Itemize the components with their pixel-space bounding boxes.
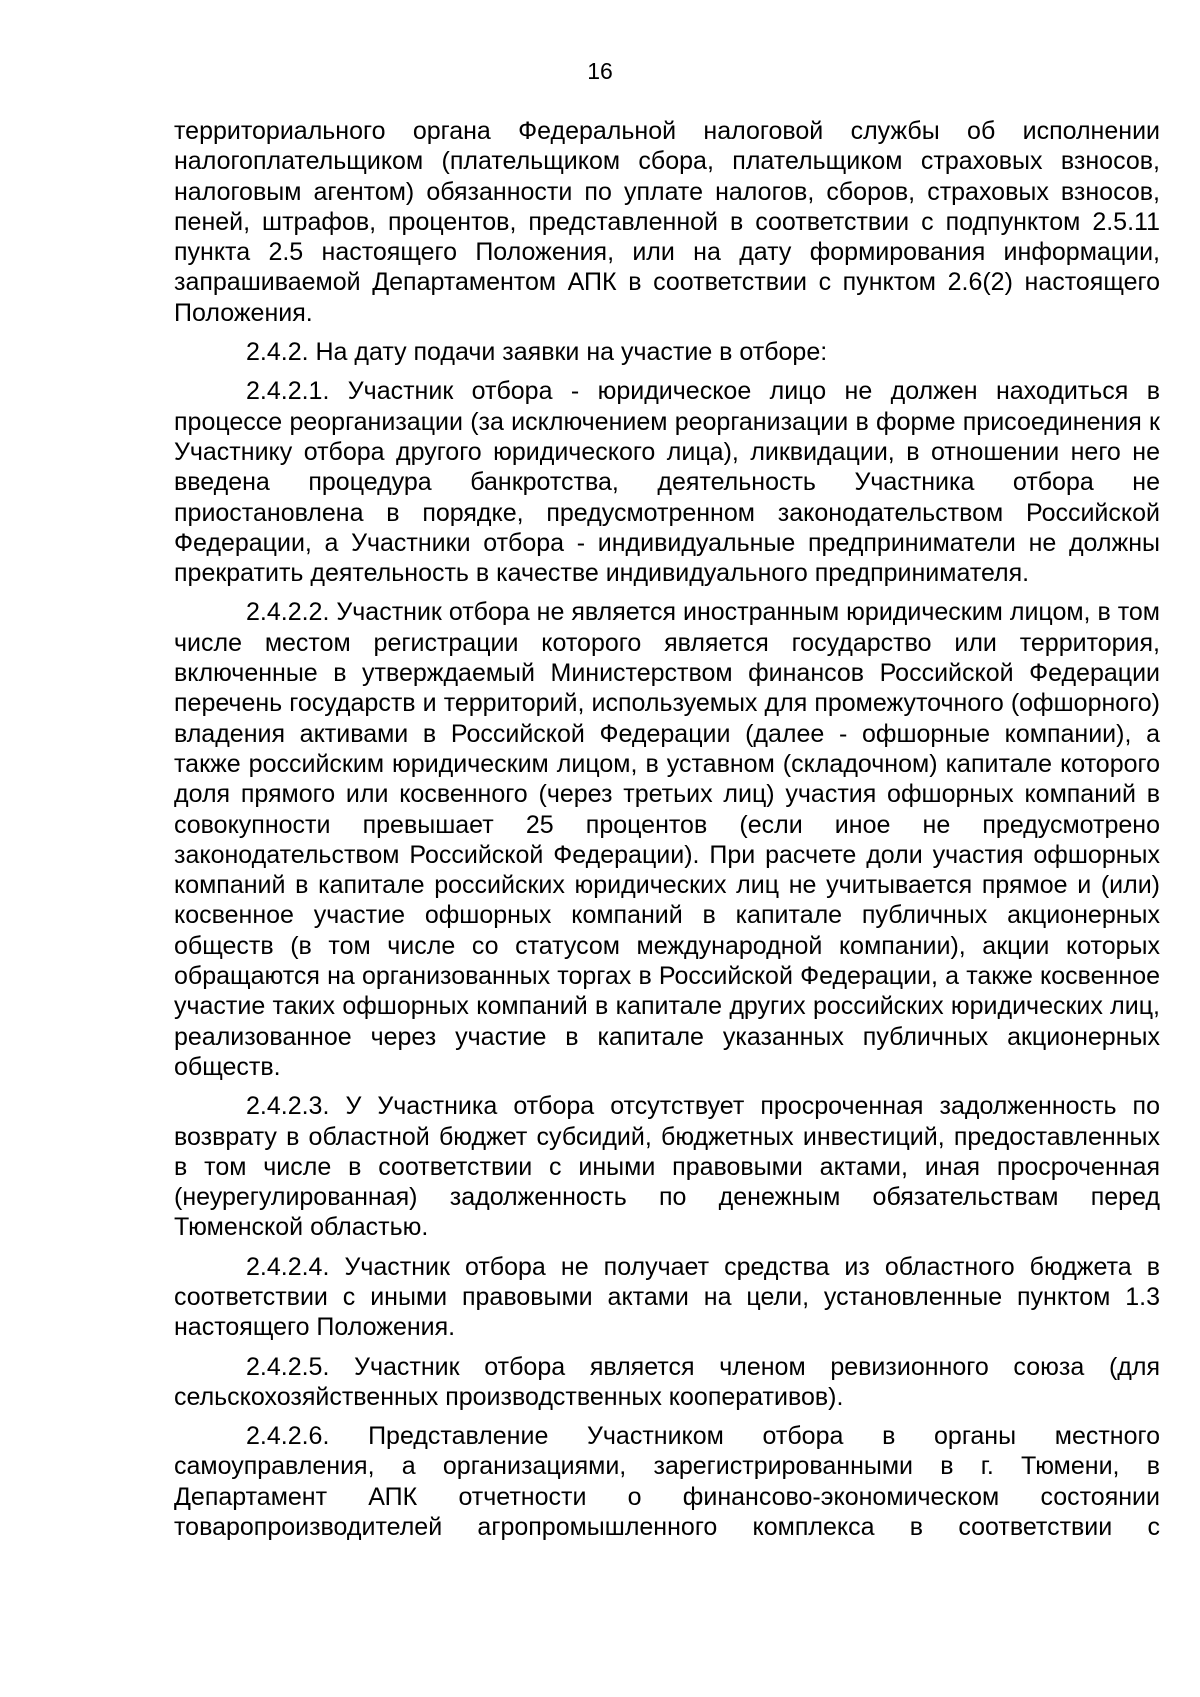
paragraph-2-4-2-5: 2.4.2.5. Участник отбора является членом ревизионного союза (для сельскохозяйственных производственных кооперативов). <box>174 1352 1160 1411</box>
paragraph-2-4-2-2: 2.4.2.2. Участник отбора не является иностранным юридическим лицом, в том числе местом регистрации которого является государство или территория, включенные в утверждаемый Министерством финансов Российской Федерации перечень государств и территорий, используемых для промежуточного (офшорного) владения активами в Российской Федерации (далее - офшорные компании), а также российским юридическим лицом, в уставном (складочном) капитале которого доля прямого или косвенного (через третьих лиц) участия офшорных компаний в совокупности превышает 25 процентов (если иное не предусмотрено законодательством Российской Федерации). При расчете доли участия офшорных компаний в капитале российских юридических лиц не учитывается прямое и (или) косвенное участие офшорных компаний в капитале публичных акционерных обществ (в том числе со статусом международной компании), акции которых обращаются на организованных торгах в Российской Федерации, а также косвенное участие таких офшорных компаний в капитале других российских юридических лиц, реализованное через участие в капитале указанных публичных акционерных обществ. <box>174 598 1160 1081</box>
paragraph-2-4-2-4: 2.4.2.4. Участник отбора не получает средства из областного бюджета в соответствии с иными правовыми актами на цели, установленные пунктом 1.3 настоящего Положения. <box>174 1252 1160 1342</box>
document-body <box>174 116 1160 1551</box>
page-number: 16 <box>587 58 613 84</box>
paragraph-2-4-2-3: 2.4.2.3. У Участника отбора отсутствует просроченная задолженность по возврату в областной бюджет субсидий, бюджетных инвестиций, предоставленных в том числе в соответствии с иными правовыми актами, иная просроченная (неурегулированная) задолженность по денежным обязательствам перед Тюменской областью. <box>174 1092 1160 1242</box>
paragraph-2-4-2-1: 2.4.2.1. Участник отбора - юридическое лицо не должен находиться в процессе реорганизации (за исключением реорганизации в форме присоединения к Участнику отбора другого юридического лица), ликвидации, в отношении него не введена процедура банкротства, деятельность Участника отбора не приостановлена в порядке, предусмотренном законодательством Российской Федерации, а Участники отбора - индивидуальные предприниматели не должны прекратить деятельность в качестве индивидуального предпринимателя. <box>174 377 1160 588</box>
paragraph-2-4-2: 2.4.2. На дату подачи заявки на участие в отборе: <box>246 338 828 367</box>
paragraph-2-4-2-6: 2.4.2.6. Представление Участником отбора в органы местного самоуправления, а организациями, зарегистрированными в г. Тюмени, в Департамент АПК отчетности о финансово-экономическом состоянии товаропроизводителей агропромышленного комплекса в соответствии с <box>174 1422 1160 1542</box>
paragraph-continuation: территориального органа Федеральной налоговой службы об исполнении налогоплательщиком (плательщиком сбора, плательщиком страховых взносов, налоговым агентом) обязанности по уплате налогов, сборов, страховых взносов, пеней, штрафов, процентов, представленной в соответствии с подпунктом 2.5.11 пункта 2.5 настоящего Положения, или на дату формирования информации, запрашиваемой Департаментом АПК в соответствии с пунктом 2.6(2) настоящего Положения. <box>174 117 1160 327</box>
